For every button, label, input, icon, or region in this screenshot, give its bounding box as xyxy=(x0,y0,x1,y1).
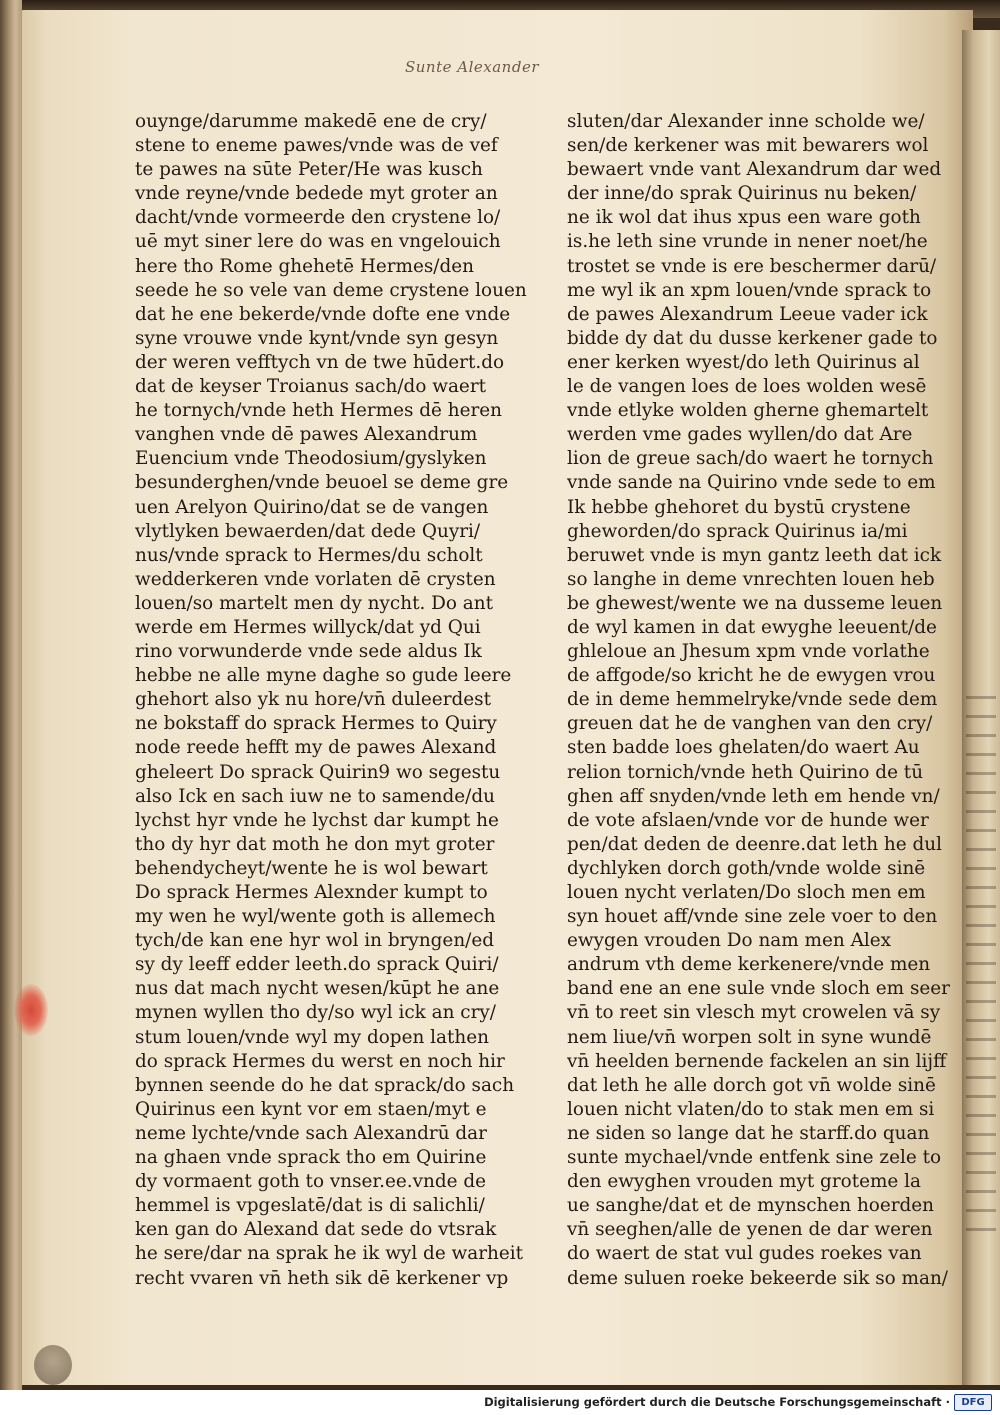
text-line: tho dy hyr dat moth he don myt groter xyxy=(135,833,495,855)
text-line: deme suluen roeke bekeerde sik so man/ xyxy=(567,1267,948,1289)
text-line: vn̄ seeghen/alle de yenen de dar weren xyxy=(567,1219,933,1241)
text-line: ken gan do Alexand dat sede do vtsrak xyxy=(135,1219,497,1241)
text-line: dat he ene bekerde/vnde dofte ene vnde xyxy=(135,303,511,325)
text-line: ne ik wol dat ihus xpus een ware goth xyxy=(567,207,921,229)
text-line: tych/de kan ene hyr wol in bryngen/ed xyxy=(135,930,495,952)
running-head: Sunte Alexander xyxy=(405,58,539,76)
footer-bar xyxy=(0,1390,1000,1415)
text-line: uē myt siner lere do was en vngelouich xyxy=(135,231,501,253)
text-line: behendycheyt/wente he is wol bewart xyxy=(135,857,488,879)
text-line: he sere/dar na sprak he ik wyl de warheit xyxy=(135,1243,524,1265)
text-line: ghleloue an Jhesum xpm vnde vorlathe xyxy=(567,641,930,663)
text-line: Euencium vnde Theodosium/gyslyken xyxy=(135,448,487,470)
text-line: nus dat mach nycht wesen/kūpt he ane xyxy=(135,978,500,1000)
text-line: ghen aff snyden/vnde leth em hende vn/ xyxy=(567,785,940,807)
text-line: neme lychte/vnde sach Alexandrū dar xyxy=(135,1122,487,1144)
text-line: sluten/dar Alexander inne scholde we/ xyxy=(567,111,925,132)
text-line: rino vorwunderde vnde sede aldus Ik xyxy=(135,641,482,663)
text-line: lion de greue sach/do waert he tornych xyxy=(567,448,934,470)
text-line: werden vme gades wyllen/do dat Are xyxy=(567,424,913,446)
text-line: do waert de stat vul gudes roekes van xyxy=(567,1243,922,1265)
text-line: beruwet vnde is myn gantz leeth dat ick xyxy=(567,544,942,566)
text-line: vn̄ heelden bernende fackelen an sin lijff xyxy=(567,1050,947,1072)
text-line: ener kerken wyest/do leth Quirinus al xyxy=(567,351,920,373)
text-line: ghehort also yk nu hore/vn̄ duleerdest xyxy=(135,689,491,711)
next-leaf-text-bleed xyxy=(966,680,996,1240)
text-line: sten badde loes ghelaten/do waert Au xyxy=(567,737,920,759)
text-line: der inne/do sprak Quirinus nu beken/ xyxy=(567,183,917,205)
text-line: andrum vth deme kerkenere/vnde men xyxy=(567,954,931,976)
page-corner-mark xyxy=(34,1345,72,1385)
text-line: stene to eneme pawes/vnde was de vef xyxy=(135,135,498,157)
text-line: node reede hefft my de pawes Alexand xyxy=(135,737,497,759)
text-line: werde em Hermes willyck/dat yd Qui xyxy=(135,616,481,638)
text-line: hemmel is vpgeslatē/dat is di salichli/ xyxy=(135,1195,485,1217)
text-line: de affgode/so kricht he de ewygen vrou xyxy=(567,665,936,687)
text-line: wedderkeren vnde vorlaten dē crysten xyxy=(135,568,496,590)
text-line: relion tornich/vnde heth Quirino de tū xyxy=(567,761,924,783)
text-line: mynen wyllen tho dy/so wyl ick an cry/ xyxy=(135,1002,496,1024)
text-line: nus/vnde sprack to Hermes/du scholt xyxy=(135,544,483,566)
text-line: dychlyken dorch goth/vnde wolde sinē xyxy=(567,857,926,879)
text-line: pen/dat deden de deenre.dat leth he dul xyxy=(567,833,942,855)
text-line: de vote afslaen/vnde vor de hunde wer xyxy=(567,809,929,831)
text-line: so langhe in deme vnrechten louen heb xyxy=(567,568,935,590)
text-line: seede he so vele van deme crystene louen xyxy=(135,279,527,301)
text-line: gheleert Do sprack Quirin9 wo segestu xyxy=(135,761,501,783)
text-line: gheworden/do sprack Quirinus ia/mi xyxy=(567,520,908,542)
text-line: syn houet aff/vnde sine zele voer to den xyxy=(567,906,938,928)
text-line: sen/de kerkener was mit bewarers wol xyxy=(567,135,929,157)
text-line: louen nicht vlaten/do to stak men em si xyxy=(567,1098,935,1120)
text-line: vanghen vnde dē pawes Alexandrum xyxy=(135,424,478,446)
left-text-column xyxy=(135,110,527,1291)
text-line: dacht/vnde vormeerde den crystene lo/ xyxy=(135,207,501,229)
text-line: vnde etlyke wolden gherne ghemartelt xyxy=(567,400,929,422)
text-line: Do sprack Hermes Alexnder kumpt to xyxy=(135,882,488,903)
text-line: hebbe ne alle myne daghe so gude leere xyxy=(135,665,512,687)
text-line: stum louen/vnde wyl my dopen lathen xyxy=(135,1026,489,1048)
text-line: band ene an ene sule vnde sloch em seer xyxy=(567,978,950,1000)
text-line: Ik hebbe ghehoret du bystū crystene xyxy=(567,496,911,518)
text-line: ouynge/darumme makedē ene de cry/ xyxy=(135,111,487,132)
text-line: louen/so martelt men dy nycht. Do ant xyxy=(135,592,494,614)
text-line: trostet se vnde is ere beschermer darū/ xyxy=(567,255,937,277)
text-line: sunte mychael/vnde entfenk sine zele to xyxy=(567,1147,942,1169)
text-line: nem liue/vn̄ worpen solt in syne wundē xyxy=(567,1026,932,1048)
funding-credit: Digitalisierung gefördert durch die Deutsche Forschungsgemeinschaft · xyxy=(484,1395,950,1409)
text-line: sy dy leeff edder leeth.do sprack Quiri/ xyxy=(135,954,499,976)
dfg-logo: DFG xyxy=(954,1394,992,1411)
text-line: louen nycht verlaten/Do sloch men em xyxy=(567,882,926,903)
text-line: ewygen vrouden Do nam men Alex xyxy=(567,930,891,952)
text-line: recht vvaren vn̄ heth sik dē kerkener vp xyxy=(135,1267,509,1289)
book-gutter-edge xyxy=(0,0,22,1390)
text-line: besunderghen/vnde beuoel se deme gre xyxy=(135,472,509,494)
text-line: vn̄ to reet sin vlesch myt crowelen vā sy xyxy=(567,1002,941,1024)
text-line: de pawes Alexandrum Leeue vader ick xyxy=(567,303,928,325)
text-line: greuen dat he de vanghen van den cry/ xyxy=(567,713,933,735)
text-line: do sprack Hermes du werst en noch hir xyxy=(135,1050,505,1072)
text-line: my wen he wyl/wente goth is allemech xyxy=(135,906,496,928)
text-line: he tornych/vnde heth Hermes dē heren xyxy=(135,400,503,422)
text-line: also Ick en sach iuw ne to samende/du xyxy=(135,785,495,807)
red-ink-stain xyxy=(14,984,48,1036)
text-line: na ghaen vnde sprack tho em Quirine xyxy=(135,1147,487,1169)
text-line: be ghewest/wente we na dusseme leuen xyxy=(567,592,943,614)
text-line: dat de keyser Troianus sach/do waert xyxy=(135,376,487,398)
text-line: de in deme hemmelryke/vnde sede dem xyxy=(567,689,938,711)
text-line: dat leth he alle dorch got vn̄ wolde sinē xyxy=(567,1074,936,1096)
text-line: vnde reyne/vnde bedede myt groter an xyxy=(135,183,498,205)
text-line: uen Arelyon Quirino/dat se de vangen xyxy=(135,496,489,518)
text-line: ue sanghe/dat et de mynschen hoerden xyxy=(567,1195,935,1217)
text-line: le de vangen loes de loes wolden wesē xyxy=(567,376,927,398)
text-line: syne vrouwe vnde kynt/vnde syn gesyn xyxy=(135,327,499,349)
text-line: den ewyghen vrouden myt groteme la xyxy=(567,1171,921,1193)
text-line: vnde sande na Quirino vnde sede to em xyxy=(567,472,936,494)
right-text-column xyxy=(567,110,950,1291)
text-line: Quirinus een kynt vor em staen/myt e xyxy=(135,1098,487,1120)
text-line: bynnen seende do he dat sprack/do sach xyxy=(135,1074,515,1096)
text-line: bewaert vnde vant Alexandrum dar wed xyxy=(567,159,942,181)
text-line: der weren vefftych vn de twe hūdert.do xyxy=(135,351,505,373)
text-line: bidde dy dat du dusse kerkener gade to xyxy=(567,327,938,349)
text-line: ne siden so lange dat he starff.do quan xyxy=(567,1122,930,1144)
text-line: lychst hyr vnde he lychst dar kumpt he xyxy=(135,809,499,831)
text-line: de wyl kamen in dat ewyghe leeuent/de xyxy=(567,616,937,638)
text-line: here tho Rome ghehetē Hermes/den xyxy=(135,255,475,277)
text-line: vlytlyken bewaerden/dat dede Quyri/ xyxy=(135,520,481,542)
text-line: dy vormaent goth to vnser.ee.vnde de xyxy=(135,1171,487,1193)
text-line: is.he leth sine vrunde in nener noet/he xyxy=(567,231,928,253)
text-line: ne bokstaff do sprack Hermes to Quiry xyxy=(135,713,497,735)
text-line: te pawes na sūte Peter/He was kusch xyxy=(135,159,483,181)
text-line: me wyl ik an xpm louen/vnde sprack to xyxy=(567,279,932,301)
